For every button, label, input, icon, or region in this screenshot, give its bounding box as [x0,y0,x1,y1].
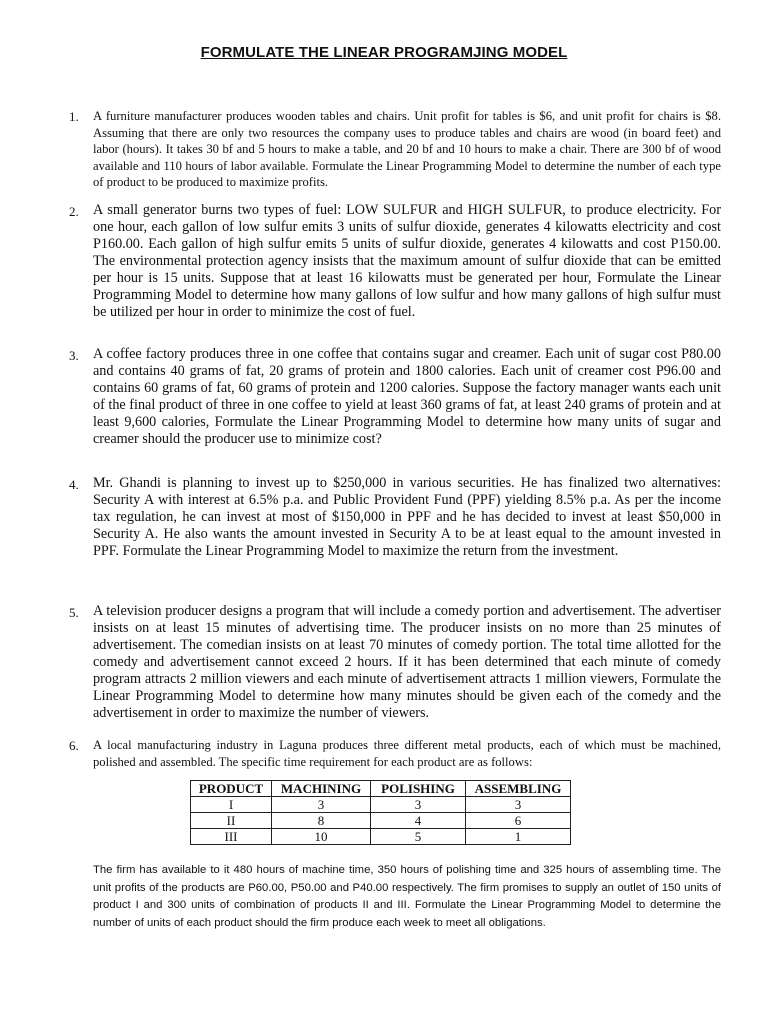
cell-assembling: 3 [466,797,571,813]
problem-text: A small generator burns two types of fuel: LOW SULFUR and HIGH SULFUR, to produce electricity. For one hour, each gallon of low sulfur emits 3 units of sulfur dioxide, generates 4 kilowatts electricity and cost P160.00. Each gallon of high sulfur emits 5 units of sulfur dioxide, generates 4 kilowatts and cost P150.00. The environmental protection agency insists that the maximum amount of sulfur dioxide that can be emitted per hour is 15 units. Suppose that at least 16 kilowatts must be generated per hour, Formulate the Linear Programming Model to determine how many gallons of low sulfur and how many gallons of high sulfur must be utilized per hour in order to minimize the cost of fuel. [93,202,721,320]
table-row [191,829,571,845]
problem-4 [69,475,721,560]
problem-5 [69,603,721,722]
problem-number: 4. [69,477,79,492]
problem-text: A coffee factory produces three in one coffee that contains sugar and creamer. Each unit of sugar cost P80.00 and contains 40 grams of fat, 20 grams of protein and 1800 calories. Each unit of creamer cost P96.00 and contains 60 grams of fat, 60 grams of protein and 1200 calories. Suppose the factory manager wants each unit of the final product of three in one coffee to yield at least 360 grams of fat, at least 240 grams of protein and at least 9,600 calories, Formulate the Linear Programming Model to determine how many units of sugar and creamer should the producer use to minimize cost? [93,346,721,447]
table-row [191,797,571,813]
problem-text: A local manufacturing industry in Laguna produces three different metal products, each of which must be machined, polished and assembled. The specific time requirement for each product are as follows: [93,738,721,769]
table-row [191,813,571,829]
table-header-row [191,781,571,797]
cell-polishing: 5 [371,829,466,845]
problem-number: 5. [69,605,79,620]
problem-text: A furniture manufacturer produces wooden tables and chairs. Unit profit for tables is $6, and unit profit for chairs is $8. Assuming that there are only two resources the company uses to produce tables and chairs are wood (in board feet) and labor (hours). It takes 30 bf and 5 hours to make a table, and 20 bf and 10 hours to make a chair. There are 300 bf of wood available and 110 hours of labor available. Formulate the Linear Programming Model to determine the number of each type of product to be produced to maximize profits. [93,109,721,189]
problem-text: Mr. Ghandi is planning to invest up to $250,000 in various securities. He has finalized two alternatives: Security A with interest at 6.5% p.a. and Public Provident Fund (PPF) yielding 8.5% p.a. As per the income tax regulation, he can invest at most of $150,000 in PPF and he has decided to invest at least $50,000 in Security A. He also wants the amount invested in Security A to be at least equal to the amount invested in PPF. Formulate the Linear Programming Model to maximize the return from the investment. [93,475,721,559]
header-machining: MACHINING [272,781,371,797]
cell-product: III [191,829,272,845]
cell-product: I [191,797,272,813]
cell-machining: 3 [272,797,371,813]
page-title: FORMULATE THE LINEAR PROGRAMJING MODEL [200,44,568,61]
problem-1 [69,108,721,191]
cell-machining: 10 [272,829,371,845]
header-product: PRODUCT [191,781,272,797]
problem-text: A television producer designs a program that will include a comedy portion and advertisement. The advertiser insists on at least 15 minutes of advertising time. The producer insists on no more than 25 minutes of advertisement. The comedian insists on at least 70 minutes of comedy portion. The total time allotted for the comedy and advertisement cannot exceed 2 hours. If it has been determined that each minute of comedy program attracts 2 million viewers and each minute of advertisement attracts 1 million viewers, Formulate the Linear Programming Model to determine how many minutes should be given each of the comedy and the advertisement in order to maximize the number of viewers. [93,603,721,721]
problem-text: The firm has available to it 480 hours of machine time, 350 hours of polishing time and 325 hours of assembling time. The unit profits of the products are P60.00, P50.00 and P40.00 respectively. The firm promises to supply an outlet of 150 units of product I and 300 units of combination of products II and III. Formulate the Linear Programming Model to determine the number of units of each product should the firm produce each week to meet all obligations. [93,864,721,929]
problem-6-continued [93,862,721,932]
cell-polishing: 4 [371,813,466,829]
problem-number: 1. [69,109,79,124]
problem-3 [69,346,721,448]
time-requirement-table [190,780,571,845]
cell-machining: 8 [272,813,371,829]
problem-number: 6. [69,738,79,753]
problem-6 [69,737,721,770]
problem-number: 2. [69,204,79,219]
cell-polishing: 3 [371,797,466,813]
cell-assembling: 1 [466,829,571,845]
cell-assembling: 6 [466,813,571,829]
header-assembling: ASSEMBLING [466,781,571,797]
problem-2 [69,202,721,321]
header-polishing: POLISHING [371,781,466,797]
problem-number: 3. [69,348,79,363]
cell-product: II [191,813,272,829]
